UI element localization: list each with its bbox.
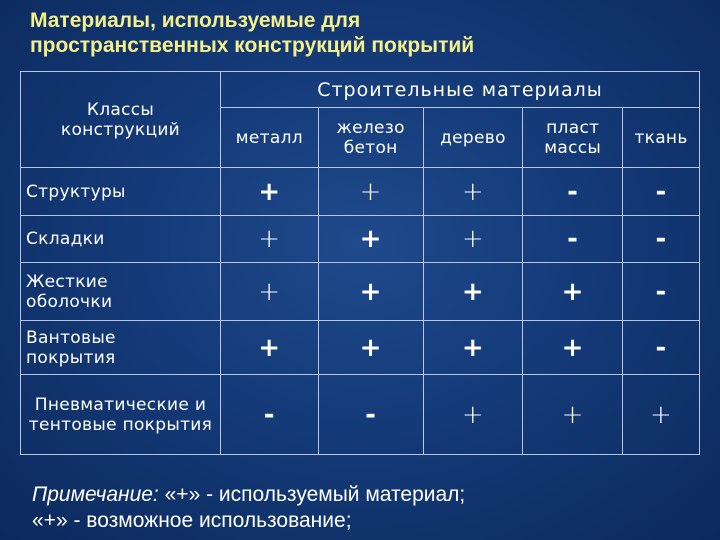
cell-pneumatic-fabric: + xyxy=(623,375,700,455)
cell-shells-concrete: + xyxy=(318,263,423,321)
cell-structures-metal: + xyxy=(220,168,318,216)
material-header-fabric: ткань xyxy=(623,108,700,168)
row-label-rigid-shells: Жесткие оболочки xyxy=(21,263,221,321)
cell-cable-plastic: + xyxy=(523,321,623,375)
cell-pneumatic-concrete: - xyxy=(318,375,423,455)
slide-title xyxy=(30,8,690,58)
cell-folds-concrete: + xyxy=(318,216,423,263)
cell-structures-fabric: - xyxy=(623,168,700,216)
cell-structures-concrete: + xyxy=(318,168,423,216)
footnote-used-material: «+» - используемый материал; xyxy=(164,483,466,506)
cell-cable-fabric: - xyxy=(623,321,700,375)
material-header-plastic: пласт массы xyxy=(523,108,623,168)
row-label-structures: Структуры xyxy=(21,168,221,216)
footnote-line-1 xyxy=(32,482,712,508)
cell-pneumatic-wood: + xyxy=(423,375,523,455)
title-line-1: Материалы, используемые для xyxy=(30,9,361,32)
cell-shells-fabric: - xyxy=(623,263,700,321)
materials-table xyxy=(20,71,700,455)
classes-header: Классы конструкций xyxy=(21,72,221,168)
material-header-metal: металл xyxy=(220,108,318,168)
cell-structures-plastic: - xyxy=(523,168,623,216)
materials-header: Строительные материалы xyxy=(220,72,699,108)
title-line-2: пространственных конструкций покрытий xyxy=(30,34,475,57)
cell-folds-plastic: - xyxy=(523,216,623,263)
cell-folds-fabric: - xyxy=(623,216,700,263)
row-label-folds: Складки xyxy=(21,216,221,263)
cell-shells-wood: + xyxy=(423,263,523,321)
cell-shells-metal: + xyxy=(220,263,318,321)
cell-cable-concrete: + xyxy=(318,321,423,375)
footnote xyxy=(32,482,712,534)
material-header-concrete: железо бетон xyxy=(318,108,423,168)
footnote-line-2: «+» - возможное использование; xyxy=(32,509,352,532)
footnote-label: Примечание: xyxy=(32,483,159,506)
cell-cable-wood: + xyxy=(423,321,523,375)
row-label-cable-roofs: Вантовые покрытия xyxy=(21,321,221,375)
cell-cable-metal: + xyxy=(220,321,318,375)
cell-folds-wood: + xyxy=(423,216,523,263)
cell-pneumatic-metal: - xyxy=(220,375,318,455)
cell-folds-metal: + xyxy=(220,216,318,263)
cell-pneumatic-plastic: + xyxy=(523,375,623,455)
row-label-pneumatic: Пневматические и тентовые покрытия xyxy=(21,375,221,455)
cell-shells-plastic: + xyxy=(523,263,623,321)
material-header-wood: дерево xyxy=(423,108,523,168)
cell-structures-wood: + xyxy=(423,168,523,216)
